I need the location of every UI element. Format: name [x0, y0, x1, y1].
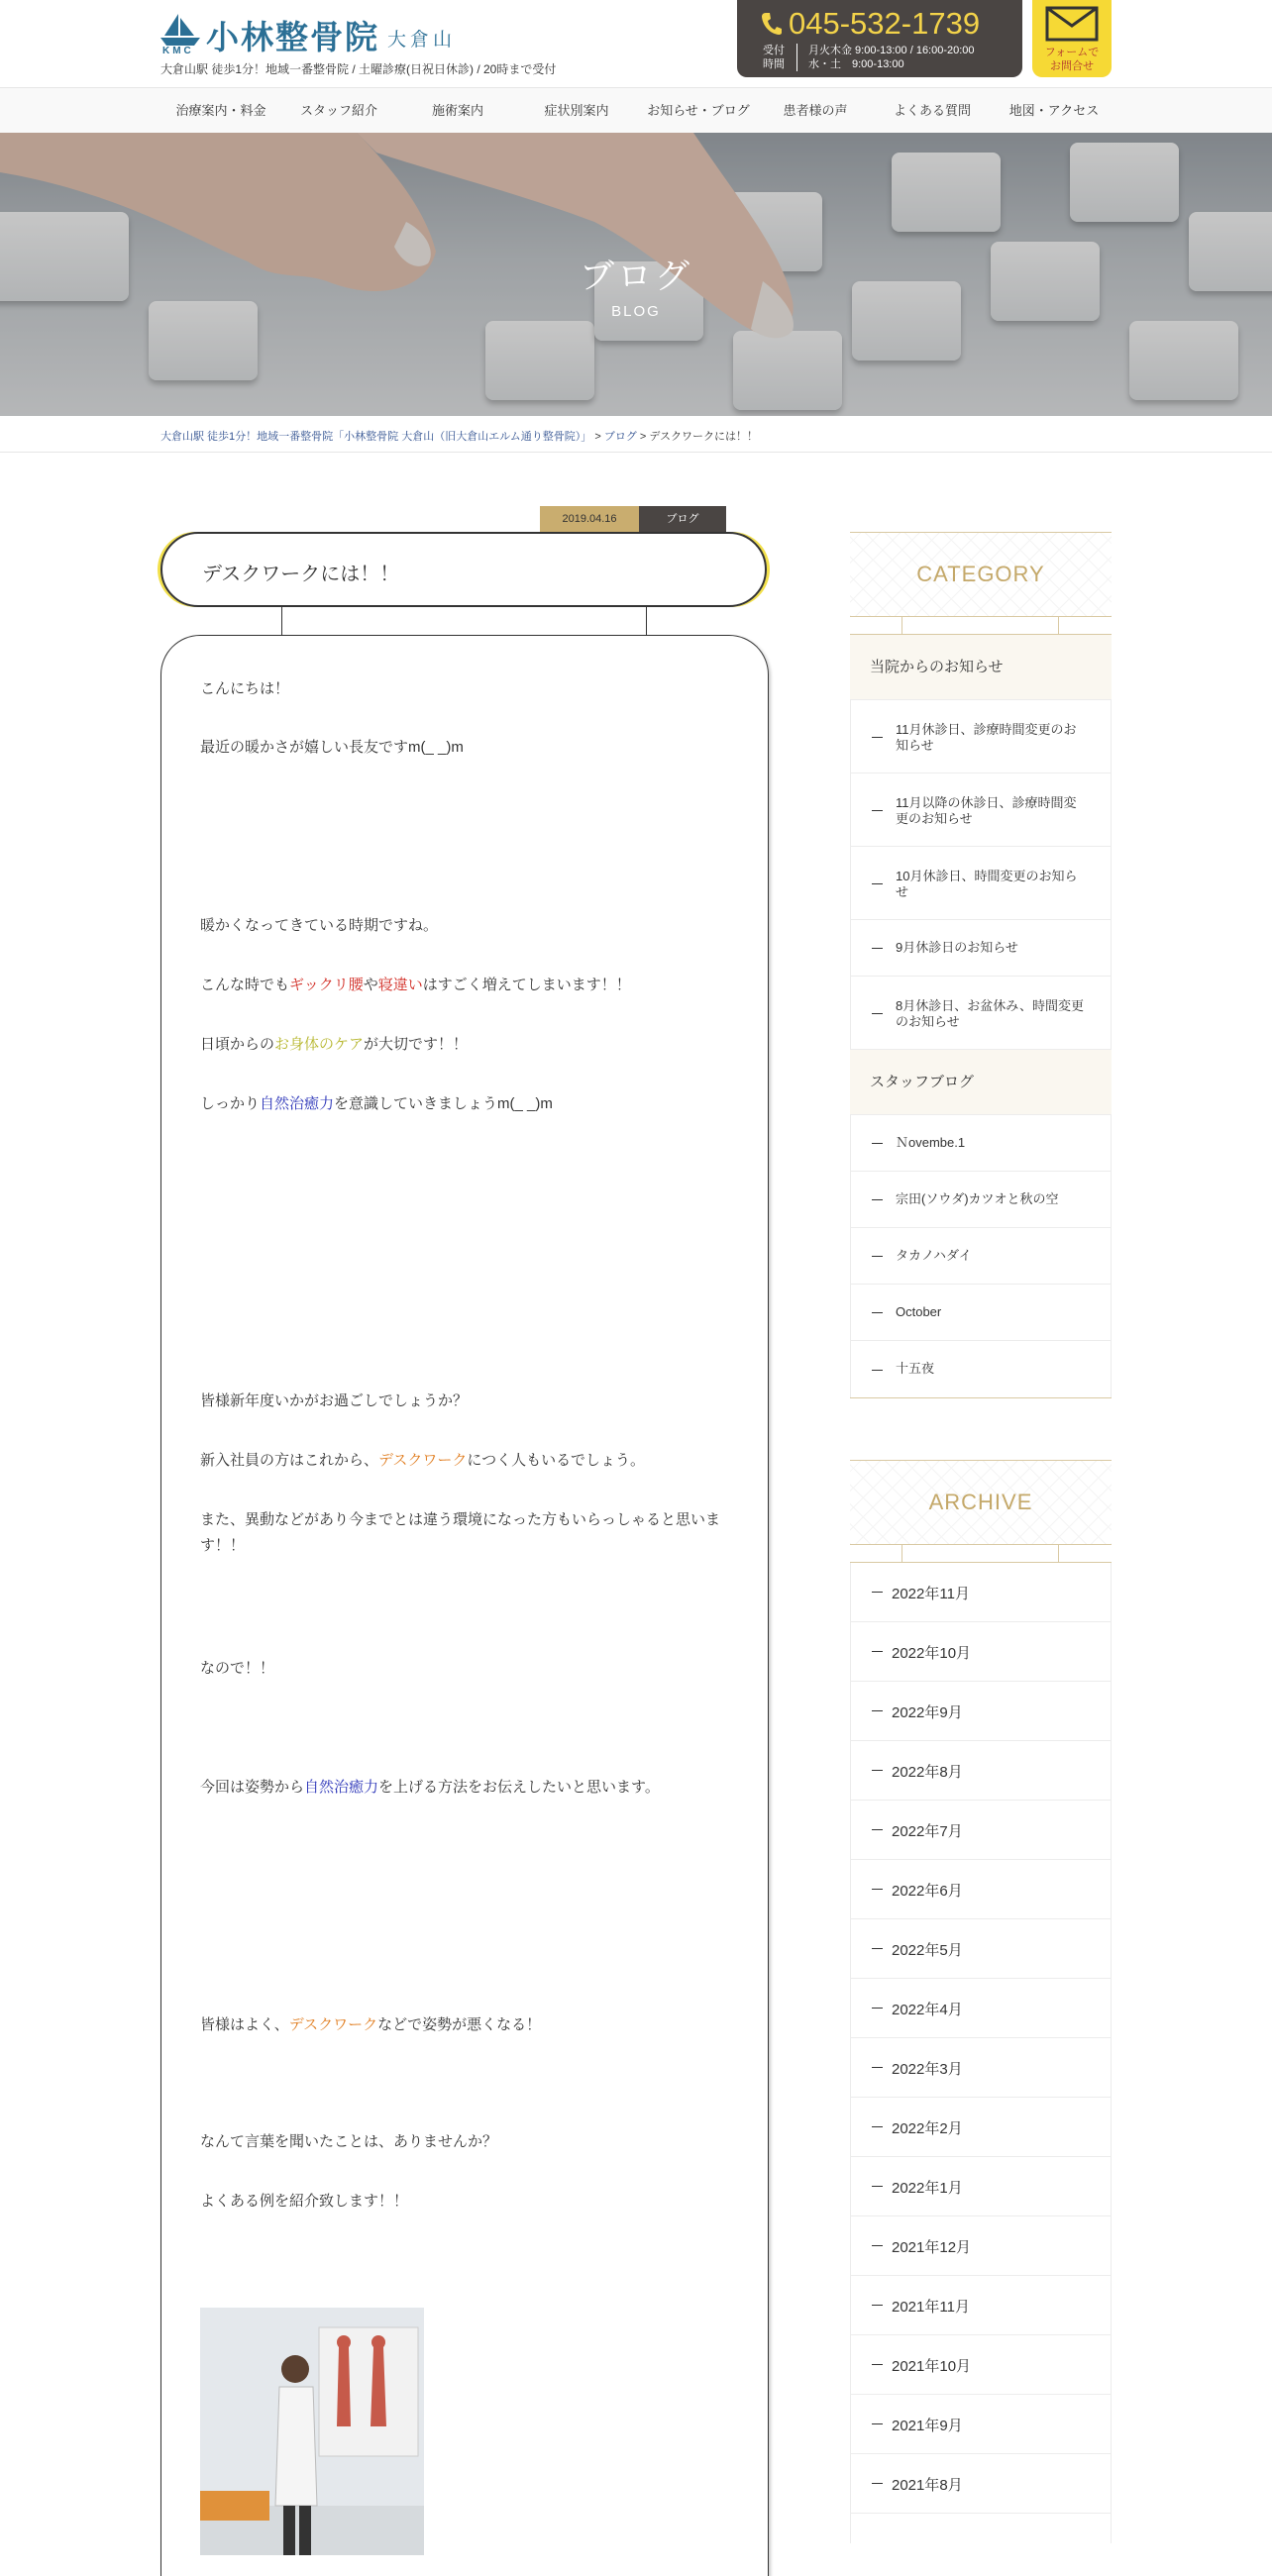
- post-paragraph: また、異動などがあり今までとは違う環境になった方もいらっしゃると思います！！: [200, 1511, 721, 1554]
- category-title: CATEGORY: [916, 562, 1045, 586]
- category-item-label: 宗田(ソウダ)カツオと秋の空: [896, 1191, 1059, 1206]
- archive-item-label: 2021年8月: [892, 2477, 963, 2494]
- category-item-label: October: [896, 1304, 942, 1319]
- category-item[interactable]: [850, 1115, 1112, 1172]
- site-header: [0, 0, 1272, 87]
- post-paragraph: [200, 1032, 735, 1058]
- text-run: を上げる方法をお伝えしたいと思います。: [378, 1779, 660, 1796]
- nav-staff[interactable]: スタッフ紹介: [299, 103, 377, 118]
- breadcrumb-separator: >: [594, 431, 604, 443]
- text-run: につく人もいるでしょう。: [467, 1452, 645, 1469]
- archive-item[interactable]: [850, 2157, 1112, 2216]
- post-paragraph: 暖かくなってきている時期ですね。: [200, 917, 439, 934]
- hero-banner: [0, 133, 1272, 416]
- highlight-yellow: お身体のケア: [274, 1036, 365, 1053]
- post-title-box: [160, 532, 767, 607]
- contact-form-label-line1: フォームで: [1044, 47, 1100, 58]
- category-item-label: Ｎovembe.1: [896, 1135, 966, 1150]
- archive-item-label: 2021年9月: [892, 2418, 963, 2434]
- post-paragraph: [200, 973, 735, 998]
- logo-sub: 大倉山: [387, 30, 457, 51]
- category-group-staff-blog[interactable]: スタッフブログ: [850, 1050, 1112, 1115]
- archive-item-label: 2022年1月: [892, 2180, 963, 2197]
- archive-item-label: 2021年10月: [892, 2358, 972, 2375]
- post-paragraph: [200, 2012, 735, 2038]
- breadcrumb-current: デスクワークには！！: [649, 431, 758, 443]
- archive-item[interactable]: [850, 1919, 1112, 1979]
- archive-item[interactable]: [850, 2038, 1112, 2098]
- text-run: を意識していきましょうm(_ _)m: [334, 1095, 553, 1112]
- text-run: などで姿勢が悪くなる！: [377, 2016, 542, 2033]
- title-connector-left: [281, 607, 282, 635]
- archive-item[interactable]: [850, 2216, 1112, 2276]
- category-item[interactable]: [850, 847, 1112, 920]
- post-photo: [200, 2308, 424, 2555]
- title-connector-right: [646, 607, 647, 635]
- post-paragraph: なので！！: [200, 1660, 275, 1677]
- category-item[interactable]: [850, 1285, 1112, 1341]
- mail-icon: [1045, 6, 1099, 42]
- text-run: 新入社員の方はこれから、: [200, 1452, 379, 1469]
- phone-box[interactable]: [737, 0, 1022, 77]
- nav-voices[interactable]: 患者様の声: [783, 103, 848, 118]
- hours-text: [808, 44, 975, 71]
- post-paragraph: [200, 1775, 735, 1801]
- archive-item[interactable]: [850, 2276, 1112, 2335]
- post-category[interactable]: ブログ: [639, 506, 726, 532]
- ship-logo-icon: [159, 12, 202, 57]
- archive-item-label: 2022年4月: [892, 2002, 963, 2018]
- post-paragraph: 最近の暖かさが嬉しい長友ですm(_ _)m: [200, 739, 464, 756]
- hero-subtitle: BLOG: [611, 303, 661, 320]
- archive-item-label: 2022年3月: [892, 2061, 963, 2078]
- category-deco: [850, 616, 1112, 635]
- category-heading: [850, 532, 1112, 617]
- category-item[interactable]: [850, 920, 1112, 977]
- phone-number-text: 045-532-1739: [789, 6, 981, 41]
- archive-item[interactable]: [850, 1563, 1112, 1622]
- hours-line2: 水・土 9:00-13:00: [808, 58, 904, 70]
- archive-item-label: 2022年5月: [892, 1942, 963, 1959]
- post-paragraph: こんにちは！: [200, 680, 290, 697]
- site-logo[interactable]: [159, 12, 456, 57]
- archive-item[interactable]: [850, 1741, 1112, 1801]
- highlight-orange: デスクワーク: [378, 1452, 468, 1469]
- post-paragraph: なんて言葉を聞いたことは、ありませんか？: [200, 2133, 498, 2150]
- post-title: デスクワークには！！: [202, 564, 400, 585]
- contact-form-button[interactable]: [1032, 0, 1112, 77]
- text-run: しっかり: [200, 1095, 261, 1112]
- nav-procedures[interactable]: 施術案内: [431, 103, 483, 118]
- archive-item[interactable]: [850, 2395, 1112, 2454]
- archive-item-label: 2022年10月: [892, 1645, 972, 1662]
- nav-access[interactable]: 地図・アクセス: [1008, 103, 1100, 118]
- hours-label-line2: 時間: [763, 58, 785, 70]
- breadcrumb-separator: >: [639, 431, 650, 443]
- category-item-label: 11月休診日、診療時間変更のお知らせ: [896, 722, 1077, 753]
- archive-item-label: 2021年12月: [892, 2239, 972, 2256]
- archive-item[interactable]: [850, 2335, 1112, 2395]
- post-paragraph: 皆様新年度いかがお過ごしでしょうか？: [200, 1392, 469, 1409]
- category-item[interactable]: [850, 773, 1112, 847]
- hours-label-line1: 受付: [763, 45, 785, 56]
- archive-item-label: 2021年11月: [892, 2299, 970, 2316]
- archive-title: ARCHIVE: [928, 1490, 1033, 1514]
- contact-form-label-line2: お問合せ: [1050, 60, 1094, 72]
- archive-item-label: 2022年11月: [892, 1586, 970, 1602]
- hours-label: [759, 44, 789, 71]
- phone-icon: [761, 12, 783, 36]
- text-run: や: [363, 977, 378, 993]
- highlight-red: ギックリ腰: [289, 977, 364, 993]
- phone-number[interactable]: [761, 6, 980, 42]
- text-run: 今回は姿勢から: [200, 1779, 305, 1796]
- highlight-blue: 自然治癒力: [260, 1095, 335, 1112]
- category-item[interactable]: [850, 977, 1112, 1050]
- archive-item-label: 2022年9月: [892, 1704, 963, 1721]
- breadcrumb-blog[interactable]: ブログ: [603, 431, 637, 443]
- post-paragraph: [200, 1091, 735, 1117]
- category-item-label: タカノハダイ: [896, 1248, 972, 1263]
- category-item-label: 10月休診日、時間変更のお知らせ: [896, 869, 1078, 899]
- nav-faq[interactable]: よくある質問: [893, 103, 971, 118]
- archive-item-label: 2022年2月: [892, 2120, 963, 2137]
- archive-item[interactable]: [850, 2454, 1112, 2514]
- highlight-blue: 自然治癒力: [304, 1779, 379, 1796]
- post-paragraph: よくある例を紹介致します！！: [200, 2193, 409, 2210]
- category-group-clinic-news[interactable]: 当院からのお知らせ: [850, 635, 1112, 700]
- nav-news-blog[interactable]: お知らせ・ブログ: [647, 103, 750, 118]
- text-run: 皆様はよく、: [200, 2016, 289, 2033]
- hours-divider: [796, 44, 797, 71]
- text-run: こんな時でも: [200, 977, 290, 993]
- archive-deco: [850, 1544, 1112, 1563]
- category-item-label: 9月休診日のお知らせ: [896, 940, 1018, 955]
- archive-item[interactable]: [850, 2098, 1112, 2157]
- archive-item[interactable]: [850, 1622, 1112, 1682]
- nav-treatment-fees[interactable]: 治療案内・料金: [175, 103, 266, 118]
- text-run: が大切です！！: [364, 1036, 469, 1053]
- archive-item-label: 2022年8月: [892, 1764, 963, 1781]
- highlight-orange: デスクワーク: [288, 2016, 378, 2033]
- category-item-label: 11月以降の休診日、診療時間変更のお知らせ: [896, 795, 1077, 826]
- archive-item[interactable]: [850, 1682, 1112, 1741]
- global-nav: [0, 87, 1272, 134]
- archive-item[interactable]: [850, 1979, 1112, 2038]
- highlight-red: 寝違い: [377, 977, 423, 993]
- logo-mark-text: KMC: [162, 46, 194, 56]
- archive-item-label: 2022年6月: [892, 1883, 963, 1900]
- contact-form-label: [1032, 46, 1112, 73]
- breadcrumb-home[interactable]: 大倉山駅 徒歩1分！地域一番整骨院「小林整骨院 大倉山（旧大倉山エルム通り整骨院）」: [160, 431, 592, 443]
- archive-heading: [850, 1460, 1112, 1545]
- post-paragraph: [200, 1448, 735, 1474]
- category-item[interactable]: [850, 700, 1112, 773]
- text-run: 日頃からの: [200, 1036, 275, 1053]
- post-date: 2019.04.16: [540, 506, 639, 532]
- breadcrumb: [0, 416, 1272, 453]
- hero-title: ブログ: [579, 258, 692, 296]
- category-item-label: 十五夜: [896, 1361, 935, 1376]
- archive-item[interactable]: [850, 1860, 1112, 1919]
- category-item-label: 8月休診日、お盆休み、時間変更のお知らせ: [896, 998, 1085, 1029]
- category-item[interactable]: [850, 1228, 1112, 1285]
- category-item[interactable]: [850, 1172, 1112, 1228]
- header-tagline: 大倉山駅 徒歩1分！地域一番整骨院 / 土曜診療(日祝日休診) / 20時まで受付: [160, 62, 557, 76]
- logo-name: 小林整骨院: [206, 19, 379, 55]
- hours-line1: 月火木金 9:00-13:00 / 16:00-20:00: [808, 45, 975, 56]
- text-run: はすごく増えてしまいます！！: [422, 977, 631, 993]
- category-item[interactable]: [850, 1341, 1112, 1398]
- archive-item[interactable]: [850, 1801, 1112, 1860]
- nav-symptoms[interactable]: 症状別案内: [544, 103, 609, 118]
- archive-item-label: 2022年7月: [892, 1823, 963, 1840]
